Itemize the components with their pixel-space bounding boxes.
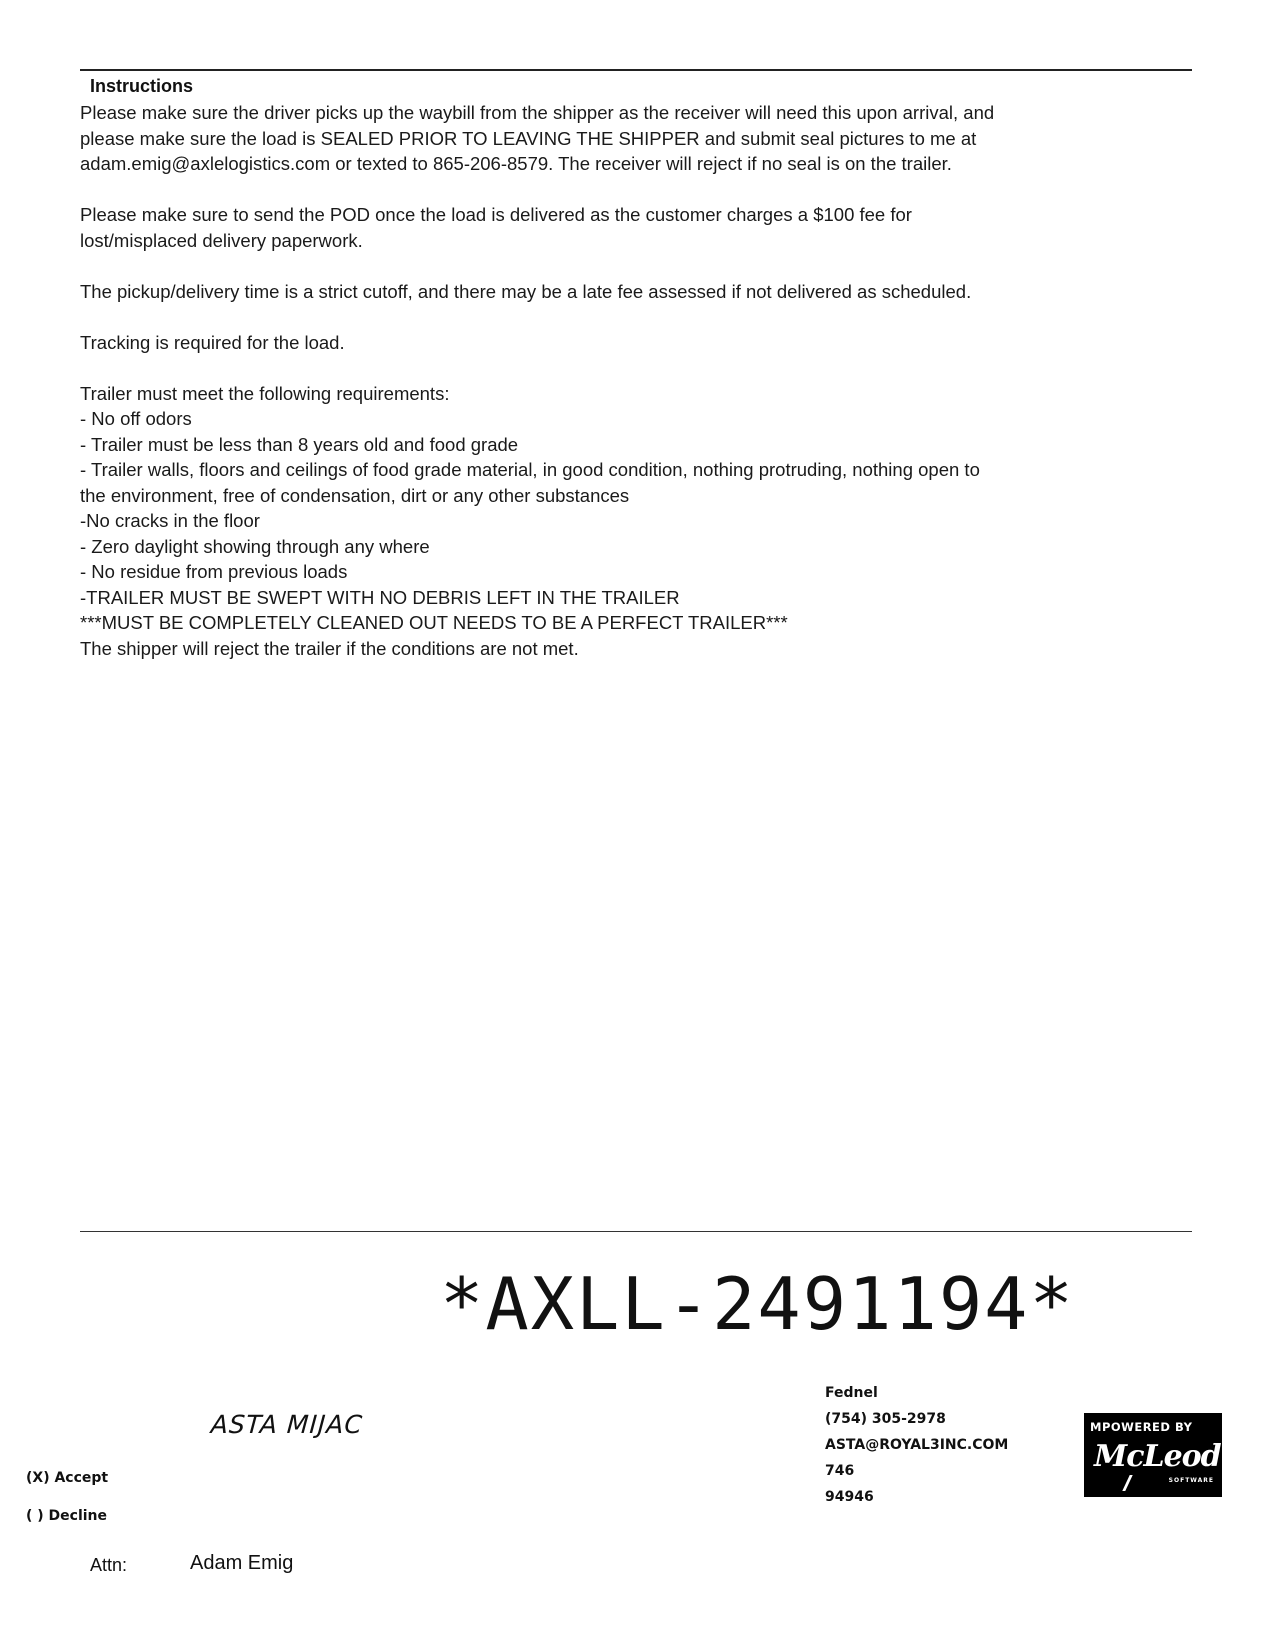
requirement-line: -No cracks in the floor [80,510,260,531]
attn-label: Attn: [90,1555,128,1575]
requirement-line: - Trailer must be less than 8 years old and food grade [80,433,519,455]
requirement-line: Trailer must meet the following requirements: [80,382,450,404]
carrier-name: Fednel [825,1385,878,1401]
mcleod-logo [1084,1413,1222,1497]
top-divider [80,69,1192,71]
requirement-line: ***MUST BE COMPLETELY CLEANED OUT NEEDS TO BE A PERFECT TRAILER*** [80,612,788,633]
load-barcode: *AXLL-2491194* [440,1262,1075,1346]
instructions-line: Tracking is required for the load. [80,331,345,353]
requirement-line: -TRAILER MUST BE SWEPT WITH NO DEBRIS LEFT IN THE TRAILER [80,586,680,608]
decline-option: ( ) Decline [26,1508,108,1524]
requirement-line: The shipper will reject the trailer if the conditions are not met. [80,637,579,659]
carrier-email: ASTA@ROYAL3INC.COM [825,1437,1009,1453]
instructions-line: Please make sure the driver picks up the waybill from the shipper as the receiver will need this upon arrival, and [80,102,995,123]
instructions-line: adam.emig@axlelogistics.com or texted to 865-206-8579. The receiver will reject if no seal is on the trailer. [80,153,952,174]
logo-top-text: MPOWERED BY [1090,1420,1193,1434]
accept-option: (X) Accept [26,1470,109,1486]
carrier-info [825,1380,1008,1510]
instructions-paragraph [80,202,1192,253]
requirement-line: - No residue from previous loads [80,561,348,582]
instructions-paragraph [80,279,1192,305]
instructions-title: Instructions [90,76,194,96]
bottom-divider [80,1231,1192,1232]
instructions-line: Please make sure to send the POD once the load is delivered as the customer charges a $100 fee for [80,204,912,225]
logo-sub: SOFTWARE [1168,1477,1214,1484]
logo-slash-mark [1122,1475,1132,1491]
instructions-line: lost/misplaced delivery paperwork. [80,229,363,251]
requirement-line: - No off odors [80,408,192,429]
instructions-section [80,74,1192,687]
instructions-line: The pickup/delivery time is a strict cutoff, and there may be a late fee assessed if not delivered as scheduled. [80,280,972,302]
instructions-paragraph [80,330,1192,356]
logo-brand: McLeod [1094,1439,1221,1474]
instructions-line: please make sure the load is SEALED PRIOR TO LEAVING THE SHIPPER and submit seal pictures to me at [80,127,977,149]
instructions-paragraph [80,100,1192,177]
requirement-line: the environment, free of condensation, dirt or any other substances [80,484,630,506]
requirement-line: - Zero daylight showing through any where [80,535,430,557]
requirement-line: - Trailer walls, floors and ceilings of food grade material, in good condition, nothing protruding, nothing open to [80,459,980,480]
signature: ASTA MIJAC [209,1410,364,1439]
attn-name: Adam Emig [190,1552,294,1574]
carrier-line: 94946 [825,1489,874,1505]
instructions-body [80,100,1192,661]
trailer-requirements [80,381,1192,662]
carrier-line: 746 [825,1463,855,1479]
carrier-phone: (754) 305-2978 [825,1411,946,1427]
